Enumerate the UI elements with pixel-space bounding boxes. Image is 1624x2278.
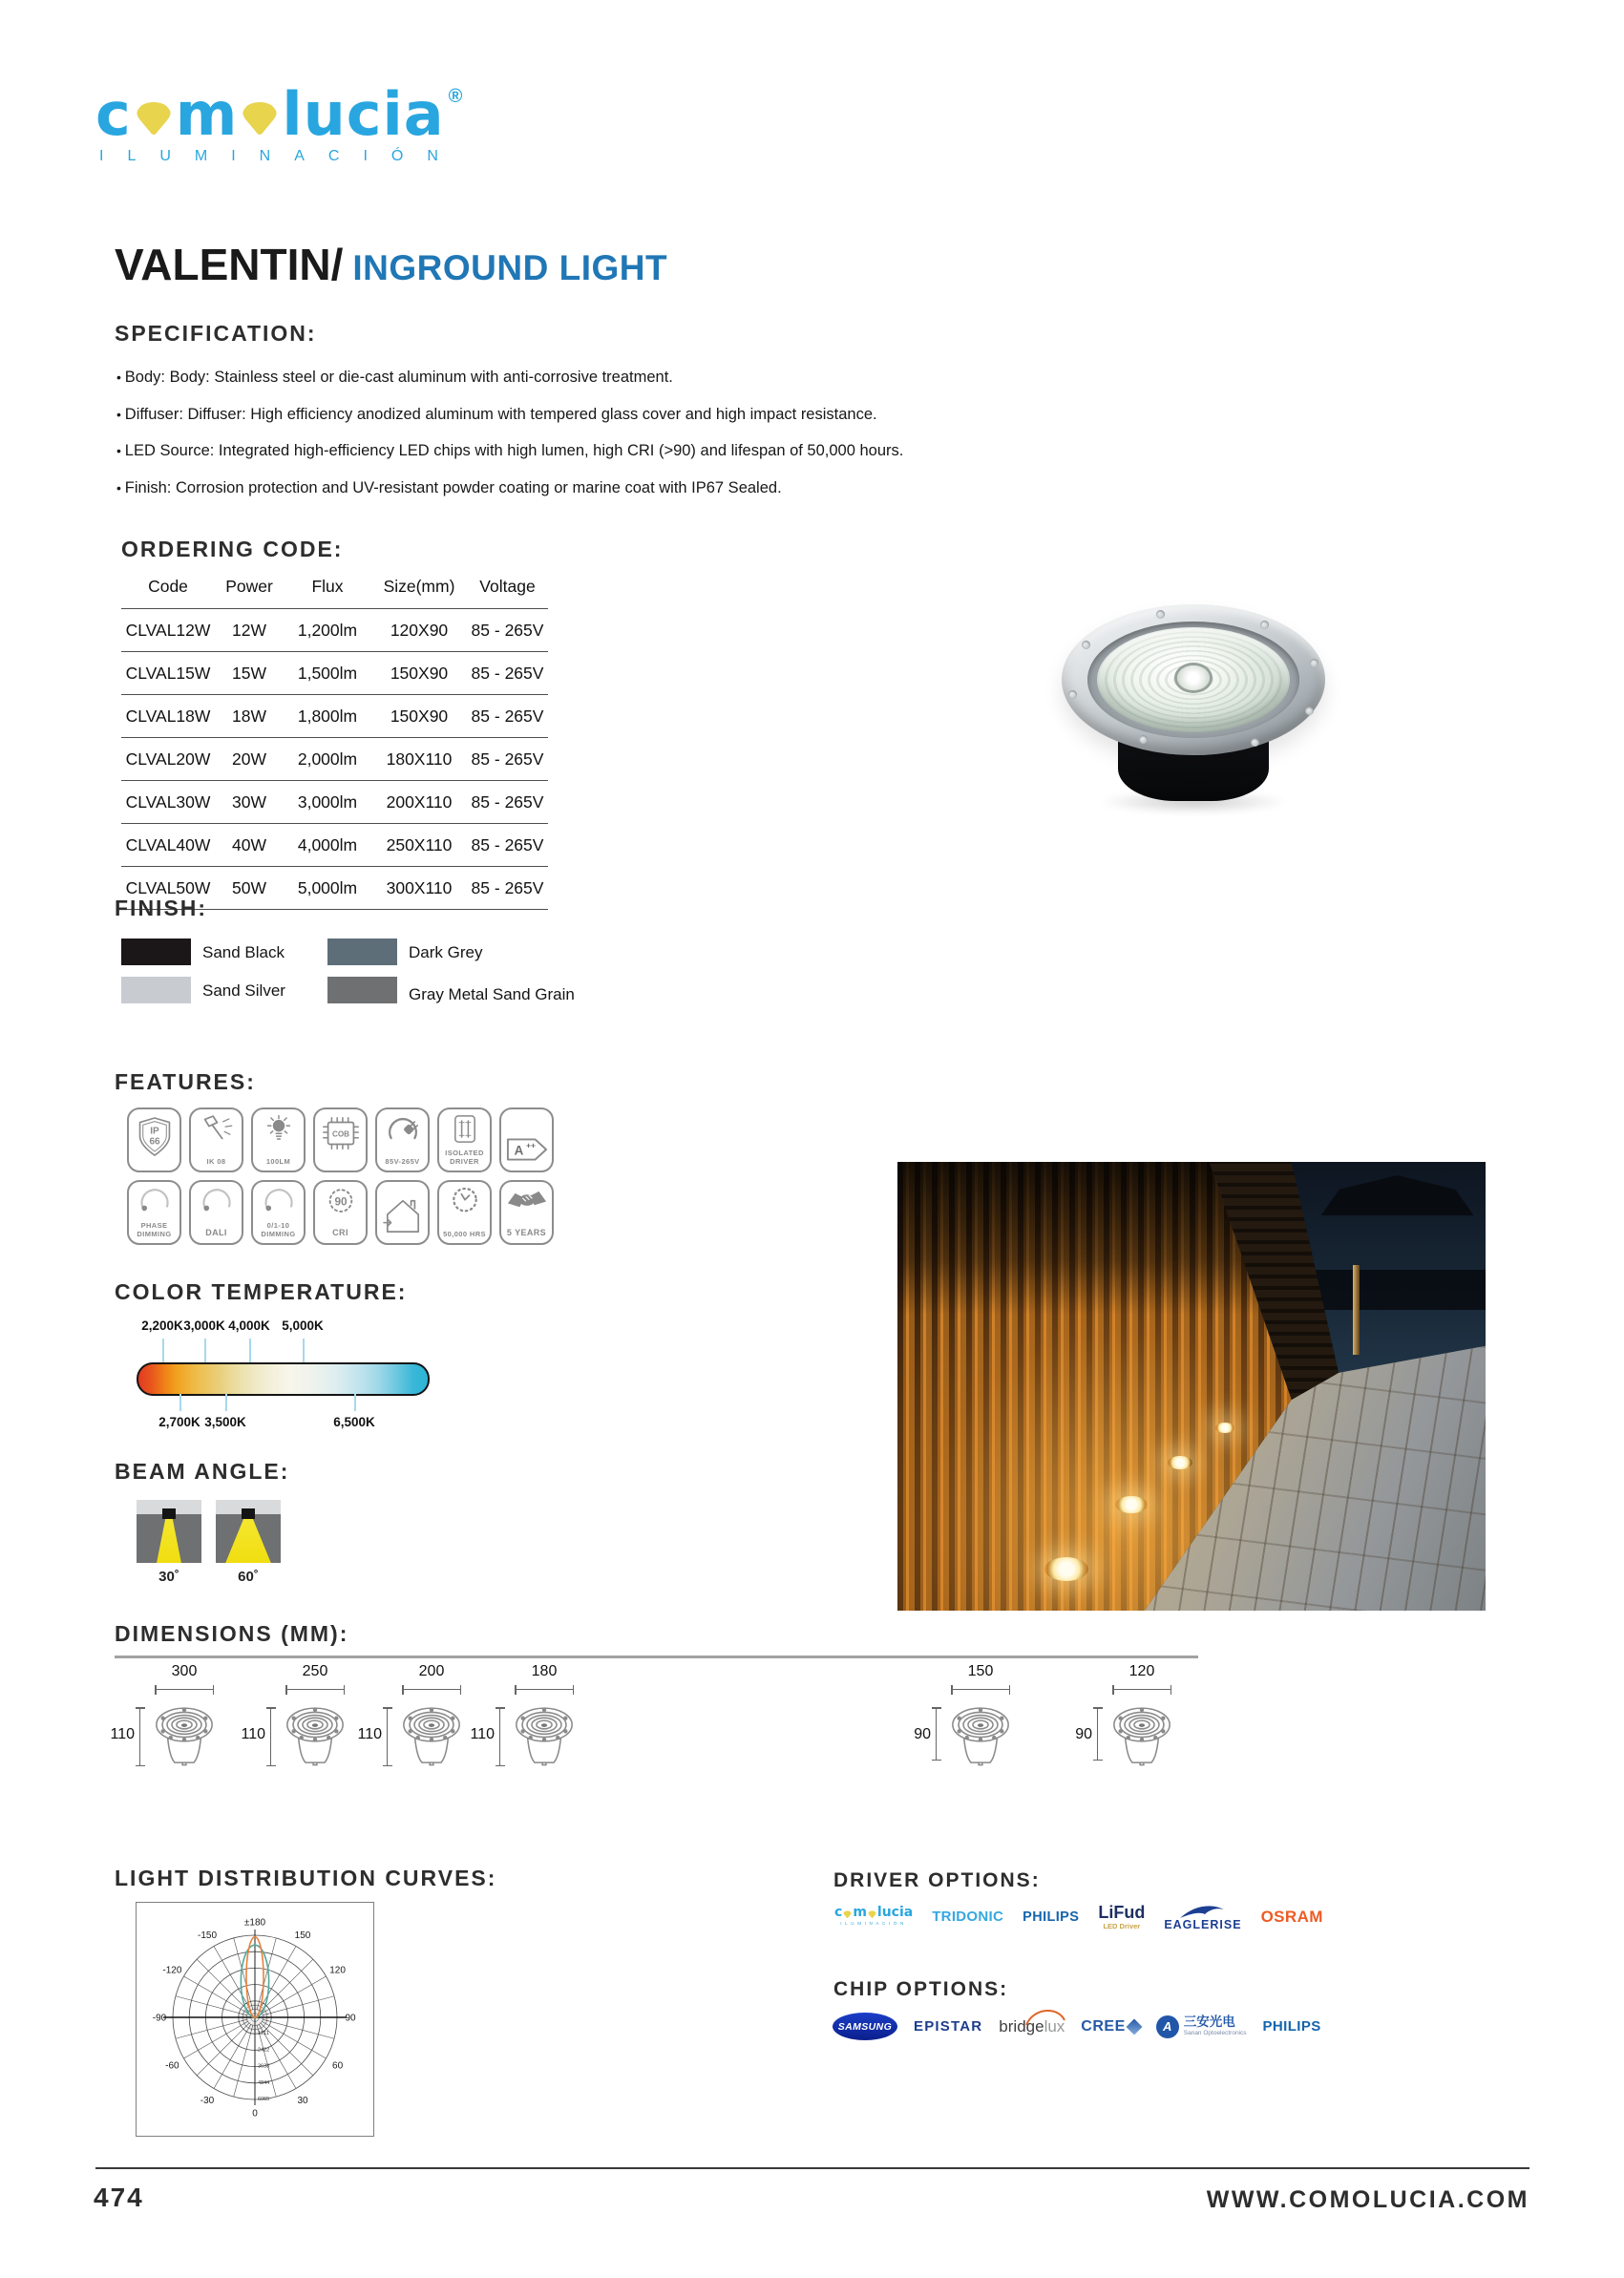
height-label: 110 — [470, 1726, 495, 1742]
fixture-drawing — [402, 1703, 461, 1766]
polar-chart — [137, 1903, 373, 2136]
voltage-plug-icon — [383, 1114, 423, 1144]
table-row — [121, 652, 548, 695]
dimensions-divider — [115, 1656, 1198, 1658]
website-url: WWW.COMOLUCIA.COM — [1206, 2186, 1529, 2213]
chip-brand-epistar: EPISTAR — [914, 2018, 983, 2035]
width-label: 120 — [1128, 1663, 1155, 1679]
svg-text:60: 60 — [332, 2060, 344, 2072]
feature-cri90 — [313, 1180, 368, 1245]
lifud-subtitle: LED Driver — [1103, 1922, 1141, 1930]
cell-size: 120X90 — [371, 609, 467, 652]
driver-brand-eaglerise — [1164, 1903, 1241, 1931]
width-label: 300 — [171, 1663, 198, 1679]
table-header-row — [121, 573, 548, 609]
col-header-flux: Flux — [284, 573, 371, 609]
height-measure-line — [270, 1707, 271, 1766]
cell-voltage: 85 - 265V — [467, 738, 548, 781]
cell-voltage: 85 - 265V — [467, 609, 548, 652]
chip-brand-philips: PHILIPS — [1262, 2018, 1321, 2035]
cct-tick — [225, 1394, 227, 1411]
mini-logo-letter: c — [834, 1905, 843, 1921]
bridgelux-arc-icon — [1025, 2006, 1065, 2027]
ip-text: IP — [149, 1126, 159, 1137]
cell-code: CLVAL20W — [121, 738, 215, 781]
cell-power: 20W — [215, 738, 284, 781]
feature-label: 50,000 HRS — [443, 1230, 486, 1239]
dimension-fixture-120 — [1065, 1663, 1218, 1776]
fixture-drawing — [285, 1703, 345, 1766]
cct-label-2700k: 2,700K — [158, 1415, 200, 1429]
photo-inground-light — [1044, 1557, 1088, 1581]
driver-brand-comolucia — [834, 1905, 914, 1926]
screw-icon — [1068, 690, 1077, 699]
screw-icon — [1139, 735, 1148, 744]
cct-label-6500k: 6,500K — [333, 1415, 375, 1429]
ip66-shield-icon — [136, 1114, 174, 1160]
cell-voltage: 85 - 265V — [467, 695, 548, 738]
cct-tick — [354, 1394, 356, 1411]
ordering-table — [121, 573, 548, 910]
height-measure-line — [1097, 1707, 1098, 1761]
feature-isolated-driver — [437, 1107, 492, 1172]
width-label: 180 — [531, 1663, 558, 1679]
chip-options-heading: CHIP OPTIONS: — [833, 1978, 1009, 2000]
height-measure-line — [387, 1707, 388, 1766]
feature-label: ISOLATED DRIVER — [445, 1148, 484, 1167]
driver-brand-philips: PHILIPS — [1023, 1909, 1080, 1925]
cell-power: 40W — [215, 824, 284, 867]
svg-text:±180: ±180 — [243, 1917, 266, 1929]
cell-size: 150X90 — [371, 652, 467, 695]
fixture-drawing — [951, 1703, 1010, 1766]
dimension-fixture-180 — [468, 1663, 621, 1776]
dimension-fixture-300 — [108, 1663, 261, 1776]
cct-label-3000k: 3,000K — [183, 1318, 225, 1333]
warranty-handshake-icon — [506, 1187, 548, 1214]
energy-plus: ++ — [525, 1140, 536, 1150]
svg-text:-30: -30 — [200, 2096, 215, 2107]
width-label: 200 — [418, 1663, 445, 1679]
svg-text:30: 30 — [297, 2096, 308, 2107]
svg-text:-60: -60 — [165, 2060, 179, 2072]
beam-angle-heading: BEAM ANGLE: — [115, 1459, 290, 1484]
driver-brand-row — [834, 1903, 1323, 1931]
feature-label: DALI — [205, 1228, 227, 1238]
cct-label-3500k: 3,500K — [204, 1415, 246, 1429]
cob-chip-icon — [319, 1114, 363, 1152]
logo-letter-c: c — [95, 79, 132, 149]
cell-voltage: 85 - 265V — [467, 781, 548, 824]
svg-text:-90: -90 — [152, 2013, 167, 2024]
mini-logo-letter: m — [853, 1905, 867, 1921]
width-label: 250 — [302, 1663, 328, 1679]
eaglerise-wordmark: EAGLERISE — [1164, 1918, 1242, 1931]
feature-label: 5 YEARS — [506, 1228, 547, 1238]
logo-triangle-icon — [135, 97, 173, 137]
light-distribution-chart — [136, 1902, 374, 2137]
svg-text:6055: 6055 — [258, 2097, 270, 2102]
spec-bullet: • LED Source: Integrated high-efficiency LED chips with high lumen, high CRI (>90) and lifespan of 50,000 hours. — [116, 442, 903, 460]
dimension-fixture-150 — [904, 1663, 1057, 1776]
feature-label: 0/1-10 DIMMING — [261, 1220, 296, 1239]
fixture-drawing — [515, 1703, 574, 1766]
dimensions-heading: DIMENSIONS (MM): — [115, 1621, 349, 1646]
dali-dial-icon — [199, 1187, 235, 1213]
chip-brand-bridgelux — [999, 2017, 1065, 2036]
cell-power: 18W — [215, 695, 284, 738]
photo-inground-light — [1168, 1456, 1192, 1469]
features-heading: FEATURES: — [115, 1069, 256, 1094]
photo-balcony-silhouette — [1303, 1270, 1486, 1310]
feature-cob — [313, 1107, 368, 1172]
logo-triangle-icon — [241, 97, 279, 137]
photo-inground-light — [1115, 1496, 1148, 1513]
finish-heading: FINISH: — [115, 896, 208, 920]
cell-power: 50W — [215, 867, 284, 910]
cell-code: CLVAL50W — [121, 867, 215, 910]
driver-brand-lifud — [1098, 1904, 1145, 1930]
mini-logo-tagline: ILUMINACIÓN — [840, 1920, 907, 1926]
finish-swatch-sand-silver — [121, 977, 191, 1003]
height-measure-line — [139, 1707, 140, 1766]
cob-text: COB — [331, 1129, 349, 1139]
screw-icon — [1251, 738, 1259, 747]
fixture-drawing — [1112, 1703, 1171, 1766]
cell-size: 150X90 — [371, 695, 467, 738]
feature-ik08 — [189, 1107, 243, 1172]
height-measure-line — [499, 1707, 500, 1766]
zero-ten-dimming-dial-icon — [261, 1187, 297, 1213]
screw-icon — [1310, 659, 1318, 667]
feature-label: 100LM — [265, 1157, 291, 1167]
chip-brand-sanan — [1156, 2015, 1247, 2038]
color-temperature-gradient-bar — [137, 1362, 430, 1396]
width-measure-line — [155, 1689, 214, 1690]
screw-icon — [1305, 707, 1314, 715]
feature-house — [375, 1180, 430, 1245]
col-header-code: Code — [121, 573, 215, 609]
col-header-voltage: Voltage — [467, 573, 548, 609]
driver-brand-tridonic: TRIDONIC — [932, 1909, 1004, 1926]
cri-value: 90 — [333, 1194, 348, 1209]
bridgelux-part2: lux — [1044, 2016, 1065, 2035]
spec-bullet: • Finish: Corrosion protection and UV-resistant powder coating or marine coat with IP67 Sealed. — [116, 479, 903, 497]
feature-voltage — [375, 1107, 430, 1172]
color-temperature-heading: COLOR TEMPERATURE: — [115, 1279, 408, 1304]
product-name: VALENTIN — [115, 240, 331, 289]
lifud-wordmark: LiFud — [1098, 1903, 1146, 1922]
cell-code: CLVAL18W — [121, 695, 215, 738]
height-label: 90 — [914, 1726, 931, 1742]
feature-label: IK 08 — [206, 1157, 226, 1167]
col-header-size: Size(mm) — [371, 573, 467, 609]
beam-angle-60-label: 60˚ — [238, 1569, 259, 1585]
chip-brand-cree — [1081, 2018, 1139, 2035]
cri-dotted-circle-icon — [325, 1187, 357, 1216]
footer-divider — [95, 2167, 1529, 2169]
bridgelux-part1: bridge — [999, 2016, 1044, 2035]
finish-label: Sand Black — [202, 943, 285, 961]
beam-angle-30-diagram — [137, 1500, 201, 1563]
phase-dimming-dial-icon — [137, 1187, 173, 1213]
height-label: 110 — [357, 1726, 382, 1742]
logo-triangle-icon — [843, 1909, 852, 1919]
samsung-wordmark: SAMSUNG — [837, 2020, 893, 2033]
width-measure-line — [1112, 1689, 1171, 1690]
specification-heading: SPECIFICATION: — [115, 321, 317, 346]
table-row — [121, 695, 548, 738]
cree-wordmark: CREE — [1081, 2017, 1126, 2035]
energy-class-icon — [506, 1137, 548, 1162]
spec-bullet: • Body: Body: Stainless steel or die-cast aluminum with anti-corrosive treatment. — [116, 369, 903, 387]
cell-voltage: 85 - 265V — [467, 652, 548, 695]
beam-fixture — [162, 1508, 176, 1519]
svg-text:2422: 2422 — [258, 2047, 270, 2054]
energy-letter: A — [514, 1143, 523, 1158]
cell-size: 300X110 — [371, 867, 467, 910]
height-label: 110 — [110, 1726, 135, 1742]
light-distribution-heading: LIGHT DISTRIBUTION CURVES: — [115, 1866, 497, 1890]
logo-letter-m: m — [175, 79, 239, 149]
sanan-a-icon: A — [1156, 2015, 1179, 2038]
cell-flux: 1,200lm — [284, 609, 371, 652]
screw-icon — [1082, 641, 1090, 649]
feature-lifespan — [437, 1180, 492, 1245]
driver-options-heading: DRIVER OPTIONS: — [833, 1869, 1041, 1891]
ordering-code-heading: ORDERING CODE: — [121, 537, 344, 561]
features-grid — [127, 1107, 555, 1245]
width-measure-line — [515, 1689, 574, 1690]
logo-letters-lucia: lucia — [282, 79, 445, 149]
col-header-power: Power — [215, 573, 284, 609]
svg-text:1211: 1211 — [258, 2031, 269, 2037]
table-row — [121, 824, 548, 867]
height-label: 90 — [1075, 1726, 1092, 1742]
feature-label: PHASE DIMMING — [137, 1220, 172, 1239]
screw-icon — [1260, 621, 1269, 629]
lumen-bulb-icon — [259, 1114, 299, 1143]
svg-text:150: 150 — [294, 1930, 311, 1941]
finish-label: Dark Grey — [409, 943, 483, 961]
finish-swatch-dark-grey — [327, 939, 397, 965]
page-title — [115, 239, 667, 290]
page-number: 474 — [94, 2183, 144, 2212]
eagle-swoosh-icon — [1178, 1903, 1228, 1919]
cell-flux: 4,000lm — [284, 824, 371, 867]
application-photo — [897, 1162, 1486, 1611]
feature-0-1-10-dimming — [251, 1180, 306, 1245]
specification-list — [116, 369, 903, 516]
house-icon — [383, 1196, 423, 1234]
finish-swatch-sand-black — [121, 939, 191, 965]
cell-flux: 2,000lm — [284, 738, 371, 781]
cct-tick — [204, 1339, 206, 1362]
beam-fixture — [242, 1508, 255, 1519]
cell-code: CLVAL12W — [121, 609, 215, 652]
chip-brand-samsung — [833, 2013, 897, 2040]
cell-code: CLVAL40W — [121, 824, 215, 867]
product-photo — [1055, 578, 1332, 831]
beam-angle-60-diagram — [216, 1500, 281, 1563]
cct-label-4000k: 4,000K — [228, 1318, 270, 1333]
cell-flux: 5,000lm — [284, 867, 371, 910]
lifespan-clock-icon — [448, 1187, 482, 1215]
feature-label — [379, 1239, 427, 1243]
cell-power: 30W — [215, 781, 284, 824]
feature-label: CRI — [332, 1228, 348, 1238]
height-label: 110 — [241, 1726, 265, 1742]
finish-swatch-gray-metal — [327, 977, 397, 1003]
photo-bollard — [1353, 1265, 1360, 1355]
cell-code: CLVAL30W — [121, 781, 215, 824]
cct-tick — [162, 1339, 164, 1362]
cell-flux: 3,000lm — [284, 781, 371, 824]
spec-bullet: • Diffuser: Diffuser: High efficiency anodized aluminum with tempered glass cover and high impact resistance. — [116, 406, 903, 424]
mini-logo-letters: lucia — [876, 1905, 914, 1921]
cell-power: 12W — [215, 609, 284, 652]
product-led-center — [1177, 665, 1210, 690]
table-row — [121, 738, 548, 781]
photo-inground-light — [1215, 1423, 1234, 1433]
svg-text:-120: -120 — [162, 1965, 182, 1976]
cell-flux: 1,500lm — [284, 652, 371, 695]
feature-energy-class — [499, 1107, 554, 1172]
feature-phase-dimming — [127, 1180, 181, 1245]
svg-text:120: 120 — [329, 1965, 346, 1976]
logo-triangle-icon — [868, 1909, 876, 1919]
feature-dali — [189, 1180, 243, 1245]
cell-code: CLVAL15W — [121, 652, 215, 695]
cell-size: 250X110 — [371, 824, 467, 867]
fixture-drawing — [155, 1703, 214, 1766]
finish-label: Gray Metal Sand Grain — [409, 985, 575, 1003]
impact-hammer-icon — [197, 1114, 237, 1143]
cell-power: 15W — [215, 652, 284, 695]
svg-text:4844: 4844 — [258, 2079, 270, 2086]
ip-rating-text: 66 — [148, 1136, 160, 1148]
cct-tick — [249, 1339, 251, 1362]
svg-text:0: 0 — [252, 2108, 258, 2120]
feature-label: 85V-265V — [385, 1157, 420, 1167]
beam-angle-30-label: 30˚ — [158, 1569, 179, 1585]
cell-size: 200X110 — [371, 781, 467, 824]
width-measure-line — [285, 1689, 345, 1690]
cree-diamond-icon — [1126, 2018, 1142, 2035]
brand-logo — [95, 79, 463, 165]
feature-warranty — [499, 1180, 554, 1245]
svg-text:90: 90 — [345, 2013, 356, 2024]
height-measure-line — [936, 1707, 937, 1761]
width-measure-line — [402, 1689, 461, 1690]
cct-tick — [179, 1394, 181, 1411]
table-row — [121, 781, 548, 824]
registered-mark: ® — [448, 86, 463, 107]
screw-icon — [1156, 610, 1165, 619]
chip-brand-row — [833, 2013, 1321, 2040]
isolated-driver-icon — [449, 1114, 481, 1144]
product-category: INGROUND LIGHT — [352, 248, 668, 287]
svg-text:-150: -150 — [197, 1930, 218, 1941]
cell-size: 180X110 — [371, 738, 467, 781]
title-separator: / — [330, 240, 344, 289]
sanan-chinese-name: 三安光电 — [1183, 2014, 1235, 2030]
logo-tagline: ILUMINACIÓN — [99, 148, 462, 165]
cell-voltage: 85 - 265V — [467, 824, 548, 867]
table-row — [121, 609, 548, 652]
cct-label-2200k: 2,200K — [141, 1318, 183, 1333]
svg-text:3633: 3633 — [258, 2063, 270, 2070]
finish-label: Sand Silver — [202, 981, 285, 1000]
cell-voltage: 85 - 265V — [467, 867, 548, 910]
feature-100lm — [251, 1107, 306, 1172]
width-measure-line — [951, 1689, 1010, 1690]
sanan-english-name: Sanan Optoelectronics — [1183, 2030, 1247, 2036]
cell-flux: 1,800lm — [284, 695, 371, 738]
cct-label-5000k: 5,000K — [282, 1318, 324, 1333]
width-label: 150 — [967, 1663, 994, 1679]
driver-brand-osram: OSRAM — [1260, 1907, 1323, 1926]
feature-ip66 — [127, 1107, 181, 1172]
cct-tick — [303, 1339, 305, 1362]
